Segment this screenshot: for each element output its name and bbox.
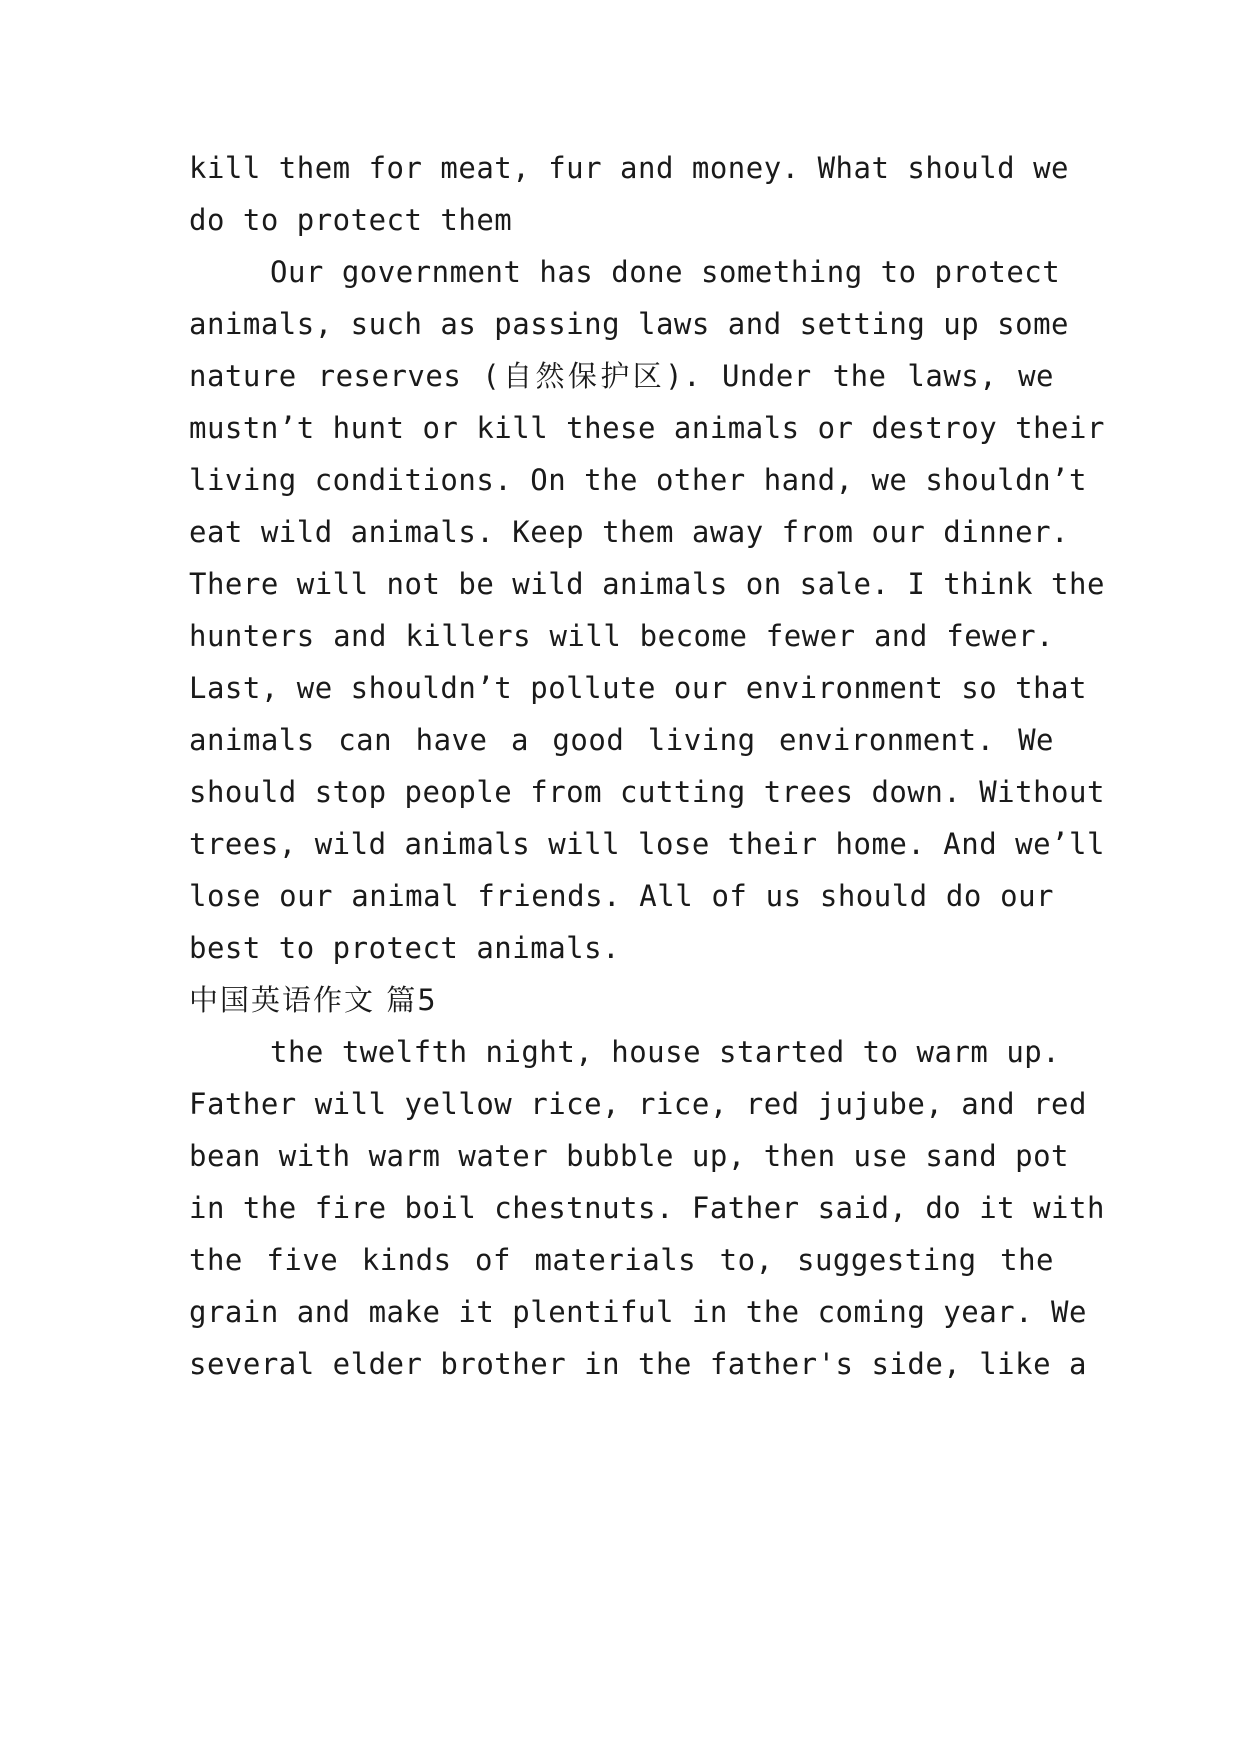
paragraph-2-line-11: should stop people from cutting trees down. Without — [189, 775, 1105, 809]
paragraph-1-line-2: do to protect them — [189, 203, 513, 237]
paragraph-2-line-5: living conditions. On the other hand, we shouldn’t — [189, 463, 1087, 497]
paragraph-3-line-4: in the fire boil chestnuts. Father said, do it with — [189, 1191, 1105, 1225]
paragraph-2-line-14: best to protect animals. — [189, 931, 621, 965]
paragraph-3-line-2: Father will yellow rice, rice, red jujube, and red — [189, 1087, 1087, 1121]
paragraph-2-line-3: nature reserves (自然保护区). Under the laws, we — [189, 359, 1054, 393]
paragraph-3-line-7: several elder brother in the father's side, like a — [189, 1347, 1087, 1381]
paragraph-2-line-10: animals can have a good living environment. We — [189, 723, 1054, 757]
paragraph-2-line-13: lose our animal friends. All of us should do our — [189, 879, 1054, 913]
paragraph-3-line-5: the five kinds of materials to, suggesting the — [189, 1243, 1054, 1277]
paragraph-2-line-6: eat wild animals. Keep them away from our dinner. — [189, 515, 1070, 549]
paragraph-3-line-1: the twelfth night, house started to warm up. — [270, 1035, 1061, 1069]
paragraph-3-line-6: grain and make it plentiful in the coming year. We — [189, 1295, 1087, 1329]
paragraph-2-line-2: animals, such as passing laws and setting up some — [189, 307, 1070, 341]
section-heading: 中国英语作文 篇5 — [189, 983, 438, 1017]
paragraph-2-line-7: There will not be wild animals on sale. I think the — [189, 567, 1105, 601]
paragraph-2-line-4: mustn’t hunt or kill these animals or destroy their — [189, 411, 1105, 445]
paragraph-2-line-12: trees, wild animals will lose their home. And we’ll — [189, 827, 1105, 861]
paragraph-2-line-1: Our government has done something to protect — [270, 255, 1061, 289]
paragraph-1-line-1: kill them for meat, fur and money. What should we — [189, 151, 1070, 185]
paragraph-2-line-9: Last, we shouldn’t pollute our environment so that — [189, 671, 1087, 705]
paragraph-3-line-3: bean with warm water bubble up, then use sand pot — [189, 1139, 1070, 1173]
paragraph-2-line-8: hunters and killers will become fewer and fewer. — [189, 619, 1054, 653]
